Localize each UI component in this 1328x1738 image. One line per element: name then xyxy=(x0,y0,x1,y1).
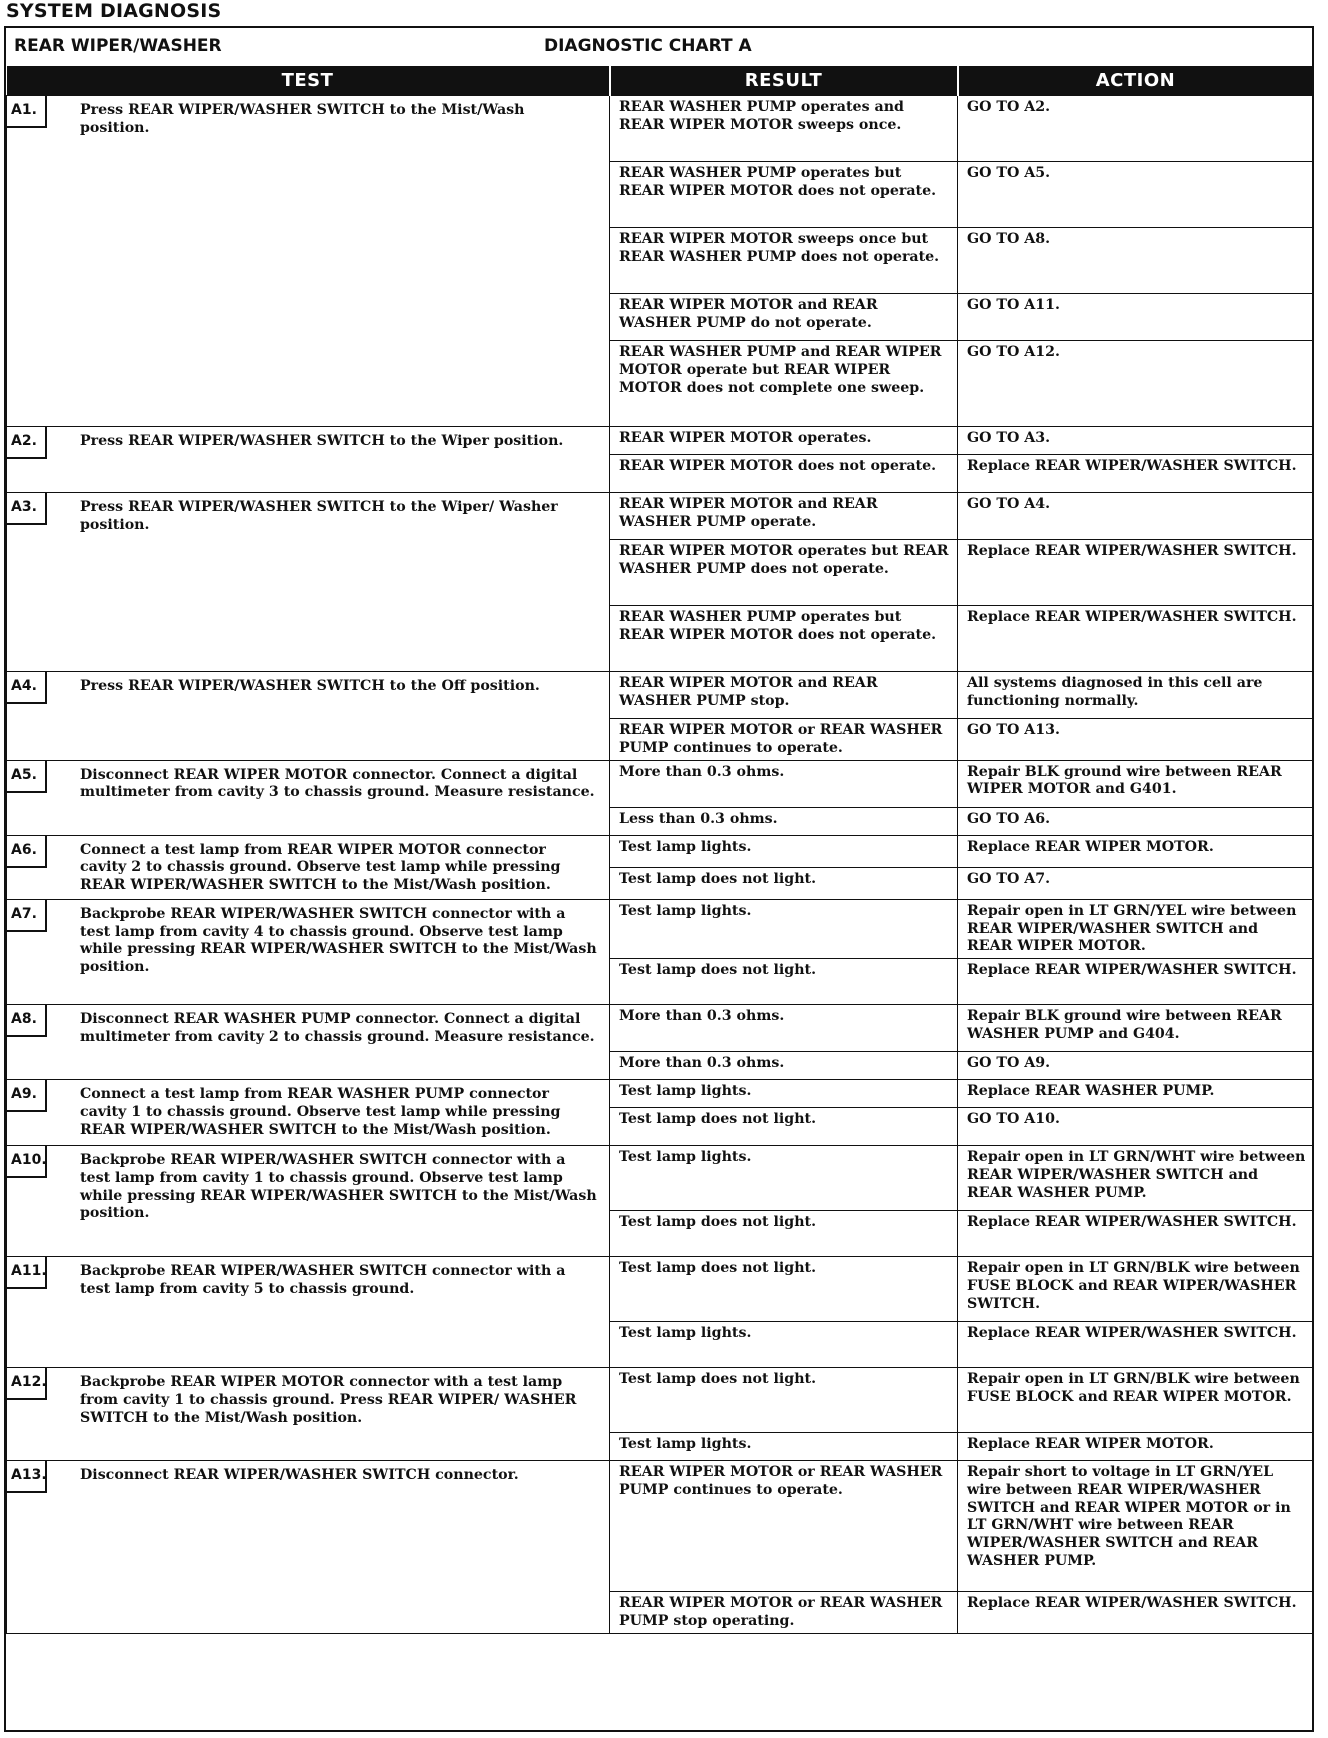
action-cell: All systems diagnosed in this cell are functioning normally. xyxy=(958,672,1313,719)
result-cell: More than 0.3 ohms. xyxy=(610,1005,958,1052)
result-cell: Test lamp lights. xyxy=(610,1146,958,1211)
result-cell: REAR WIPER MOTOR and REAR WASHER PUMP operate. xyxy=(610,493,958,540)
step-number: A8. xyxy=(7,1005,47,1037)
test-cell xyxy=(7,1005,610,1080)
test-instruction: Backprobe REAR WIPER/WASHER SWITCH connector with a test lamp from cavity 5 to chassis ground. xyxy=(80,1263,566,1297)
column-header-result: RESULT xyxy=(610,66,958,96)
test-instruction: Disconnect REAR WASHER PUMP connector. Connect a digital multimeter from cavity 2 to chassis ground. Measure resistance. xyxy=(80,1011,595,1045)
column-header-test: TEST xyxy=(7,66,610,96)
test-instruction: Disconnect REAR WIPER MOTOR connector. Connect a digital multimeter from cavity 3 to chassis ground. Measure resistance. xyxy=(80,766,595,801)
table-body xyxy=(7,96,1313,1634)
diagnostic-table xyxy=(6,66,1313,1634)
action-cell: Replace REAR WIPER MOTOR. xyxy=(958,835,1313,867)
action-cell: Replace REAR WIPER/WASHER SWITCH. xyxy=(958,959,1313,1005)
table-wrapper xyxy=(6,66,1312,1730)
step-number: A11. xyxy=(7,1257,47,1289)
action-cell: GO TO A13. xyxy=(958,719,1313,761)
result-cell: Test lamp lights. xyxy=(610,1322,958,1368)
test-cell xyxy=(7,427,610,493)
action-cell: Repair open in LT GRN/YEL wire between REAR WIPER/WASHER SWITCH and REAR WIPER MOTOR. xyxy=(958,899,1313,958)
result-cell: REAR WIPER MOTOR or REAR WASHER PUMP stop operating. xyxy=(610,1592,958,1634)
result-cell: Test lamp does not light. xyxy=(610,1211,958,1257)
diagnostic-chart xyxy=(4,26,1314,1732)
result-cell: Test lamp lights. xyxy=(610,899,958,958)
action-cell: GO TO A7. xyxy=(958,867,1313,899)
test-instruction: Disconnect REAR WIPER/WASHER SWITCH connector. xyxy=(80,1467,519,1483)
action-cell: Replace REAR WIPER/WASHER SWITCH. xyxy=(958,455,1313,493)
result-cell: Test lamp does not light. xyxy=(610,1368,958,1433)
test-cell xyxy=(7,1368,610,1461)
result-cell: Test lamp does not light. xyxy=(610,959,958,1005)
table-row xyxy=(7,899,1313,958)
action-cell: GO TO A10. xyxy=(958,1108,1313,1146)
test-instruction: Connect a test lamp from REAR WASHER PUMP connector cavity 1 to chassis ground. Observe test lamp while pressing REAR WIPER/WASHER SWITCH to the Mist/Wash position. xyxy=(80,1086,561,1138)
table-row xyxy=(7,1257,1313,1322)
result-cell: Test lamp does not light. xyxy=(610,1257,958,1322)
chart-header xyxy=(6,28,1312,66)
test-instruction: Press REAR WIPER/WASHER SWITCH to the Mist/Wash position. xyxy=(80,102,525,136)
action-cell: GO TO A3. xyxy=(958,427,1313,455)
action-cell: GO TO A11. xyxy=(958,294,1313,341)
result-cell: REAR WIPER MOTOR sweeps once but REAR WASHER PUMP does not operate. xyxy=(610,228,958,294)
result-cell: REAR WIPER MOTOR or REAR WASHER PUMP continues to operate. xyxy=(610,1461,958,1592)
test-instruction: Backprobe REAR WIPER MOTOR connector with a test lamp from cavity 1 to chassis ground. Press REAR WIPER/ WASHER SWITCH to the Mist/Wash position. xyxy=(80,1374,577,1426)
table-row xyxy=(7,1461,1313,1592)
test-cell xyxy=(7,1146,610,1257)
action-cell: Repair BLK ground wire between REAR WASHER PUMP and G404. xyxy=(958,1005,1313,1052)
action-cell: GO TO A6. xyxy=(958,807,1313,835)
test-cell xyxy=(7,760,610,835)
test-instruction: Press REAR WIPER/WASHER SWITCH to the Wiper/ Washer position. xyxy=(80,499,558,533)
step-number: A1. xyxy=(7,96,47,128)
test-instruction: Backprobe REAR WIPER/WASHER SWITCH connector with a test lamp from cavity 4 to chassis ground. Observe test lamp while pressing REAR WIPER/WASHER SWITCH to the Mist/Wash position. xyxy=(80,905,597,975)
step-number: A12. xyxy=(7,1368,47,1400)
step-number: A13. xyxy=(7,1461,47,1493)
action-cell: Repair BLK ground wire between REAR WIPER MOTOR and G401. xyxy=(958,760,1313,807)
result-cell: REAR WIPER MOTOR and REAR WASHER PUMP do not operate. xyxy=(610,294,958,341)
chart-title: DIAGNOSTIC CHART A xyxy=(544,36,752,56)
table-row xyxy=(7,1368,1313,1433)
result-cell: More than 0.3 ohms. xyxy=(610,760,958,807)
test-cell xyxy=(7,1461,610,1634)
result-cell: REAR WASHER PUMP operates but REAR WIPER MOTOR does not operate. xyxy=(610,606,958,672)
step-number: A2. xyxy=(7,427,47,459)
result-cell: Test lamp lights. xyxy=(610,1080,958,1108)
test-cell xyxy=(7,672,610,761)
step-number: A5. xyxy=(7,761,47,793)
test-cell xyxy=(7,835,610,899)
result-cell: REAR WIPER MOTOR operates. xyxy=(610,427,958,455)
test-cell xyxy=(7,96,610,427)
result-cell: REAR WASHER PUMP and REAR WIPER MOTOR operate but REAR WIPER MOTOR does not complete one sweep. xyxy=(610,341,958,427)
step-number: A7. xyxy=(7,900,47,932)
action-cell: Replace REAR WASHER PUMP. xyxy=(958,1080,1313,1108)
result-cell: Test lamp lights. xyxy=(610,835,958,867)
result-cell: REAR WIPER MOTOR or REAR WASHER PUMP continues to operate. xyxy=(610,719,958,761)
action-cell: GO TO A5. xyxy=(958,162,1313,228)
action-cell: GO TO A8. xyxy=(958,228,1313,294)
result-cell: REAR WIPER MOTOR operates but REAR WASHER PUMP does not operate. xyxy=(610,540,958,606)
action-cell: Replace REAR WIPER/WASHER SWITCH. xyxy=(958,540,1313,606)
action-cell: Replace REAR WIPER/WASHER SWITCH. xyxy=(958,606,1313,672)
result-cell: REAR WASHER PUMP operates but REAR WIPER MOTOR does not operate. xyxy=(610,162,958,228)
test-instruction: Press REAR WIPER/WASHER SWITCH to the Wiper position. xyxy=(80,433,564,449)
action-cell: Replace REAR WIPER MOTOR. xyxy=(958,1433,1313,1461)
table-row xyxy=(7,96,1313,162)
result-cell: REAR WIPER MOTOR and REAR WASHER PUMP stop. xyxy=(610,672,958,719)
result-cell: REAR WIPER MOTOR does not operate. xyxy=(610,455,958,493)
action-cell: Repair open in LT GRN/BLK wire between FUSE BLOCK and REAR WIPER/WASHER SWITCH. xyxy=(958,1257,1313,1322)
result-cell: More than 0.3 ohms. xyxy=(610,1052,958,1080)
step-number: A9. xyxy=(7,1080,47,1112)
step-number: A4. xyxy=(7,672,47,704)
result-cell: Less than 0.3 ohms. xyxy=(610,807,958,835)
action-cell: GO TO A4. xyxy=(958,493,1313,540)
action-cell: Repair short to voltage in LT GRN/YEL wire between REAR WIPER/WASHER SWITCH and REAR WIPER MOTOR or in LT GRN/WHT wire between REAR WIPER/WASHER SWITCH and REAR WASHER PUMP. xyxy=(958,1461,1313,1592)
page-title: SYSTEM DIAGNOSIS xyxy=(6,0,222,22)
result-cell: Test lamp does not light. xyxy=(610,867,958,899)
result-cell: Test lamp does not light. xyxy=(610,1108,958,1146)
action-cell: Replace REAR WIPER/WASHER SWITCH. xyxy=(958,1592,1313,1634)
test-instruction: Press REAR WIPER/WASHER SWITCH to the Off position. xyxy=(80,678,540,694)
step-number: A10. xyxy=(7,1146,47,1178)
result-cell: Test lamp lights. xyxy=(610,1433,958,1461)
table-row xyxy=(7,835,1313,867)
action-cell: Replace REAR WIPER/WASHER SWITCH. xyxy=(958,1211,1313,1257)
action-cell: GO TO A9. xyxy=(958,1052,1313,1080)
table-row xyxy=(7,493,1313,540)
table-row xyxy=(7,1146,1313,1211)
result-cell: REAR WASHER PUMP operates and REAR WIPER MOTOR sweeps once. xyxy=(610,96,958,162)
test-instruction: Connect a test lamp from REAR WIPER MOTOR connector cavity 2 to chassis ground. Observe test lamp while pressing REAR WIPER/WASHER SWITCH to the Mist/Wash position. xyxy=(80,841,561,893)
test-cell xyxy=(7,1257,610,1368)
action-cell: GO TO A2. xyxy=(958,96,1313,162)
step-number: A3. xyxy=(7,493,47,525)
table-row xyxy=(7,427,1313,455)
table-row xyxy=(7,1080,1313,1108)
table-row xyxy=(7,672,1313,719)
table-row xyxy=(7,1005,1313,1052)
action-cell: Repair open in LT GRN/BLK wire between FUSE BLOCK and REAR WIPER MOTOR. xyxy=(958,1368,1313,1433)
test-cell xyxy=(7,493,610,672)
test-instruction: Backprobe REAR WIPER/WASHER SWITCH connector with a test lamp from cavity 1 to chassis ground. Observe test lamp while pressing REAR WIPER/WASHER SWITCH to the Mist/Wash position. xyxy=(80,1152,597,1222)
action-cell: Repair open in LT GRN/WHT wire between REAR WIPER/WASHER SWITCH and REAR WASHER PUMP. xyxy=(958,1146,1313,1211)
table-header-row xyxy=(7,66,1313,96)
test-cell xyxy=(7,899,610,1004)
column-header-action: ACTION xyxy=(958,66,1313,96)
chart-system-name: REAR WIPER/WASHER xyxy=(14,36,222,56)
table-row xyxy=(7,760,1313,807)
step-number: A6. xyxy=(7,836,47,868)
test-cell xyxy=(7,1080,610,1146)
action-cell: GO TO A12. xyxy=(958,341,1313,427)
action-cell: Replace REAR WIPER/WASHER SWITCH. xyxy=(958,1322,1313,1368)
